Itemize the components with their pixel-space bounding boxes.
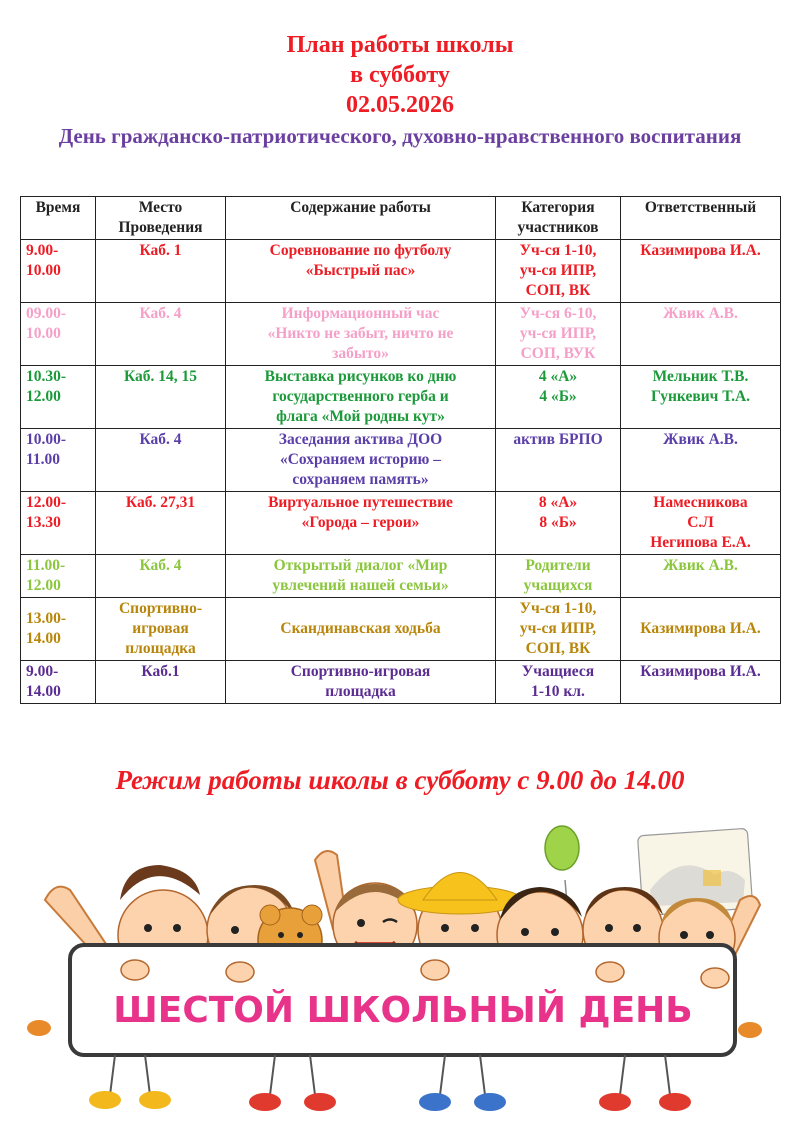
cell-time <box>21 429 96 492</box>
cell-content <box>226 240 496 303</box>
cell-time-line-1: 9.00- <box>26 663 59 680</box>
cell-category-line-2: 4 «Б» <box>539 388 577 405</box>
cell-content <box>226 661 496 704</box>
cell-content-line-1: Скандинавская ходьба <box>280 620 441 637</box>
cell-content-line-2: площадка <box>325 683 396 700</box>
cell-category-line-2: уч-ся ИПР, <box>519 325 597 342</box>
title-line-2: в субботу <box>350 62 450 88</box>
cell-category-line-1: Уч-ся 1-10, <box>519 242 597 259</box>
cell-category <box>496 240 621 303</box>
cell-content-line-1: Соревнование по футболу <box>269 242 452 259</box>
cell-category-line-1: Уч-ся 1-10, <box>519 600 597 617</box>
cell-time-line-2: 10.00 <box>26 325 61 342</box>
cell-category <box>496 303 621 366</box>
cell-content-line-1: Заседания актива ДОО <box>278 431 443 448</box>
children-banner-illustration <box>25 820 775 1120</box>
header-category <box>496 197 621 240</box>
header-place-line1: Место <box>138 199 183 216</box>
cell-content-line-1: Выставка рисунков ко дню <box>264 368 457 385</box>
cell-category-line-1: 4 «А» <box>538 368 578 385</box>
cell-responsible-line-1: Намесникова <box>653 494 748 511</box>
cell-category <box>496 598 621 661</box>
cell-responsible <box>621 303 781 366</box>
cell-time-line-2: 11.00 <box>26 451 61 468</box>
cell-responsible-line-2: Гункевич Т.А. <box>650 388 751 405</box>
banner-text: ШЕСТОЙ ШКОЛЬНЫЙ ДЕНЬ <box>113 990 693 1031</box>
header-content: Содержание работы <box>226 197 496 240</box>
cell-place-line-1: Каб.1 <box>141 663 180 680</box>
cell-category <box>496 366 621 429</box>
header-category-line1: Категория <box>521 199 595 216</box>
cell-place-line-1: Спортивно-игровая площадка <box>118 600 203 657</box>
cell-time-line-1: 10.00- <box>26 431 67 448</box>
cell-responsible <box>621 492 781 555</box>
cell-responsible-line-1: Казимирова И.А. <box>640 663 761 680</box>
cell-category-line-1: актив БРПО <box>513 431 603 448</box>
header-time: Время <box>21 197 96 240</box>
cell-time-line-2: 14.00 <box>26 683 61 700</box>
cell-time-line-2: 12.00 <box>26 388 61 405</box>
cell-time-line-1: 9.00- <box>26 242 59 259</box>
cell-time-line-1: 09.00- <box>26 305 67 322</box>
cell-content <box>226 303 496 366</box>
document-header <box>0 30 800 151</box>
cell-content <box>226 366 496 429</box>
header-place <box>96 197 226 240</box>
cell-place <box>96 240 226 303</box>
cell-place-line-1: Каб. 27,31 <box>125 494 196 511</box>
cell-category-line-2: уч-ся ИПР, <box>519 262 597 279</box>
cell-time <box>21 366 96 429</box>
table-row <box>21 303 781 366</box>
cell-category-line-1: 8 «А» <box>538 494 578 511</box>
cell-time-line-2: 10.00 <box>26 262 61 279</box>
cell-time <box>21 240 96 303</box>
cell-content-line-2: «Быстрый пас» <box>305 262 416 279</box>
cell-place-line-1: Каб. 1 <box>139 242 182 259</box>
cell-content-line-1: Информационный час <box>281 305 440 322</box>
cell-responsible-line-2: С.Л <box>687 514 714 531</box>
cell-place-line-1: Каб. 4 <box>139 431 182 448</box>
cell-category-line-2: уч-ся ИПР, <box>519 620 597 637</box>
table-row <box>21 661 781 704</box>
cell-place-line-1: Каб. 4 <box>139 557 182 574</box>
school-hours-note: Режим работы школы в субботу с 9.00 до 14.00 <box>115 765 685 795</box>
table-row <box>21 555 781 598</box>
cell-content-line-1: Открытый диалог «Мир <box>273 557 448 574</box>
cell-time <box>21 598 96 661</box>
cell-time-line-2: 12.00 <box>26 577 61 594</box>
cell-content-line-2: «Сохраняем историю – <box>279 451 442 468</box>
table-row <box>21 598 781 661</box>
cell-responsible <box>621 555 781 598</box>
cell-place <box>96 555 226 598</box>
cell-responsible <box>621 661 781 704</box>
day-theme-subtitle: День гражданско-патриотического, духовно-нравственного воспитания <box>58 124 742 148</box>
cell-responsible-line-1: Мельник Т.В. <box>652 368 749 385</box>
cell-place <box>96 598 226 661</box>
cell-content-line-2: «Города – герои» <box>301 514 420 531</box>
cell-category <box>496 492 621 555</box>
cell-place-line-1: Каб. 4 <box>139 305 182 322</box>
cell-responsible-line-1: Жвик А.В. <box>663 557 738 574</box>
cell-time-line-1: 10.30- <box>26 368 67 385</box>
cell-category <box>496 555 621 598</box>
cell-category <box>496 429 621 492</box>
cell-category-line-1: Учащиеся <box>521 663 595 680</box>
cell-responsible-line-1: Казимирова И.А. <box>640 620 761 637</box>
cell-place-line-1: Каб. 14, 15 <box>123 368 198 385</box>
table-row <box>21 366 781 429</box>
cell-responsible <box>621 598 781 661</box>
cell-place <box>96 366 226 429</box>
cell-place <box>96 429 226 492</box>
title-line-1: План работы школы <box>286 32 514 58</box>
cell-content <box>226 555 496 598</box>
cell-content-line-2: «Никто не забыт, ничто не <box>267 325 454 342</box>
cell-place <box>96 492 226 555</box>
header-place-line2: Проведения <box>118 219 203 236</box>
cell-time <box>21 303 96 366</box>
cell-category-line-2: 1-10 кл. <box>531 683 585 700</box>
cell-category-line-2: учащихся <box>523 577 593 594</box>
cell-category-line-1: Уч-ся 6-10, <box>519 305 597 322</box>
cell-place <box>96 303 226 366</box>
balloon-icon <box>545 826 579 870</box>
cell-time-line-2: 13.30 <box>26 514 61 531</box>
cell-content <box>226 492 496 555</box>
cell-category <box>496 661 621 704</box>
cell-responsible-line-1: Жвик А.В. <box>663 305 738 322</box>
cell-time-line-2: 14.00 <box>26 630 61 647</box>
cell-time <box>21 555 96 598</box>
cell-content-line-3: флага «Мой родны кут» <box>276 408 445 425</box>
cell-category-line-1: Родители <box>525 557 591 574</box>
header-category-line2: участников <box>517 219 599 236</box>
cell-content-line-2: увлечений нашей семьи» <box>272 577 449 594</box>
header-responsible: Ответственный <box>621 197 781 240</box>
cell-content-line-1: Виртуальное путешествие <box>268 494 453 511</box>
cell-responsible-line-1: Казимирова И.А. <box>640 242 761 259</box>
cell-content <box>226 598 496 661</box>
cell-responsible <box>621 429 781 492</box>
cell-content-line-3: забыто» <box>332 345 389 362</box>
title-date: 02.05.2026 <box>346 92 454 118</box>
cell-responsible <box>621 366 781 429</box>
table-row <box>21 429 781 492</box>
cell-time-line-1: 12.00- <box>26 494 67 511</box>
cell-responsible-line-3: Негипова Е.А. <box>650 534 751 551</box>
cell-content-line-3: сохраняем память» <box>292 471 429 488</box>
cell-content <box>226 429 496 492</box>
table-row <box>21 240 781 303</box>
table-row <box>21 492 781 555</box>
cell-time-line-1: 13.00- <box>26 610 67 627</box>
cell-category-line-3: СОП, ВУК <box>520 345 596 362</box>
table-header-row <box>21 197 781 240</box>
schedule-table <box>20 196 781 704</box>
cell-content-line-1: Спортивно-игровая <box>290 663 431 680</box>
cell-category-line-3: СОП, ВК <box>525 282 591 299</box>
cell-responsible-line-1: Жвик А.В. <box>663 431 738 448</box>
cell-time <box>21 492 96 555</box>
cell-place <box>96 661 226 704</box>
cell-responsible <box>621 240 781 303</box>
cell-category-line-2: 8 «Б» <box>539 514 577 531</box>
cell-category-line-3: СОП, ВК <box>525 640 591 657</box>
cell-time-line-1: 11.00- <box>26 557 66 574</box>
children-legs <box>110 1055 670 1095</box>
cell-time <box>21 661 96 704</box>
cell-content-line-2: государственного герба и <box>272 388 449 405</box>
